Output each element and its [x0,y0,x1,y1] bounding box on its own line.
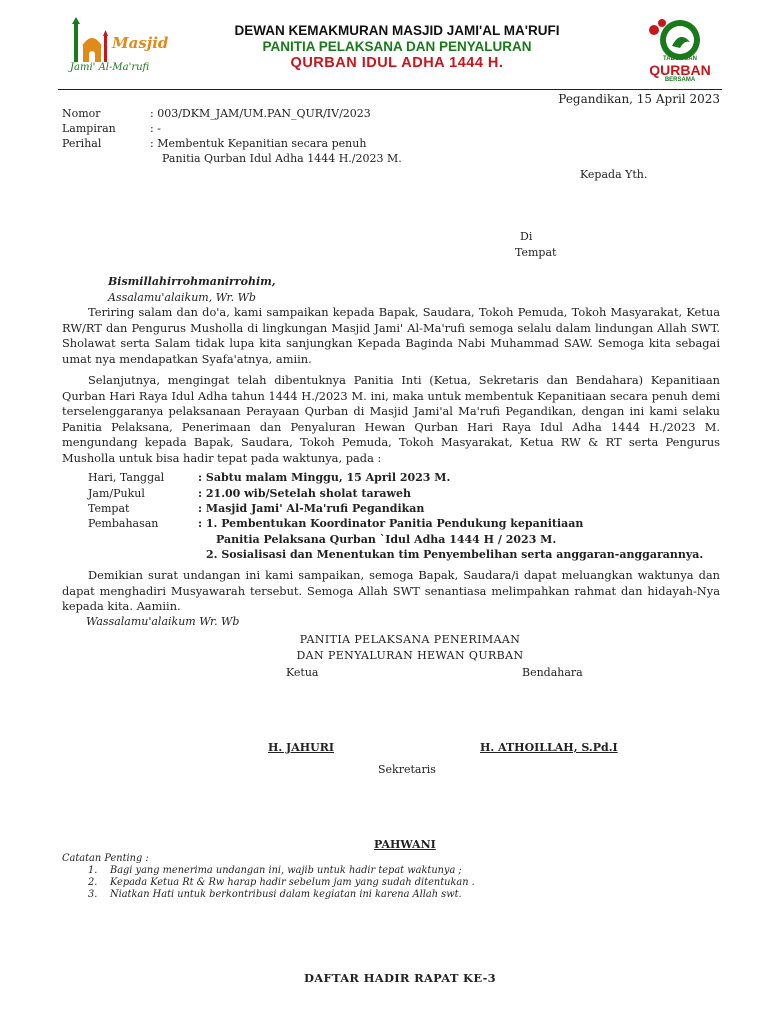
lampiran-value: : - [150,122,161,135]
org-event: QURBAN IDUL ADHA 1444 H. [290,55,504,71]
hari-label: Hari, Tanggal [88,471,165,484]
recipient-tempat: Tempat [515,246,557,259]
note-text: Niatkan Hati untuk berkontribusi dalam kegiatan ini karena Allah swt. [110,889,462,900]
letterhead-divider [58,89,722,90]
pembahasan-item-2: 2. Sosialisasi dan Menentukan tim Penyembelihan serta anggaran-anggarannya. [206,548,704,561]
committee-line2: DAN PENYALURAN HEWAN QURBAN [296,649,524,662]
qurban-logo [640,16,718,86]
qurban-logo-line1: TABUNGAN [663,56,697,62]
masjid-logo [68,16,169,82]
pembahasan-item-1a: : 1. Pembentukan Koordinator Panitia Pendukung kepanitiaan [198,517,584,530]
attendance-title: DAFTAR HADIR RAPAT KE-3 [304,971,496,985]
paragraph-closing [62,568,720,615]
letter-date: Pegandikan, 15 April 2023 [558,92,720,106]
note-number: 3. [88,889,98,900]
paragraph-invitation-text: Selanjutnya, mengingat telah dibentuknya Panitia Inti (Ketua, Sekretaris dan Bendahara) Kepanitiaan Qurban Hari Raya Idul Adha tahun 1444 H./2023 M. ini, maka untuk membentuk Kepanitiaan secara penuh demi terselenggaranya pelaksanaan Perayaan Qurban di Masjid Jami'al Ma'rufi Pegandikan, dengan ini kami selaku Panitia Pelaksana, Penerimaan dan Penyaluran Hewan Qurban Hari Raya Idul Adha 1444 H./2023 M. mengundang kepada Bapak, Saudara, Tokoh Pemuda, Tokoh Masyarakat, Ketua RW & RT serta Pengurus Musholla untuk bisa hadir tepat pada waktunya, pada : [62,373,720,465]
logo-word-masjid: Masjid [112,34,169,52]
perihal-value-line1: : Membentuk Kepanitian secara penuh [150,137,367,150]
nomor-label: Nomor [62,107,101,120]
salam-closing: Wassalamu'alaikum Wr. Wb [86,615,240,628]
qurban-logo-line3: BERSAMA [664,77,696,83]
org-committee: PANITIA PELAKSANA DAN PENYALURAN [262,39,532,54]
nomor-value: : 003/DKM_JAM/UM.PAN_QUR/IV/2023 [150,107,371,120]
bendahara-name: H. ATHOILLAH, S.Pd.I [480,741,618,754]
perihal-value-line2: Panitia Qurban Idul Adha 1444 H./2023 M. [162,152,402,165]
logo-word-jami: Jami' Al-Ma'rufi [70,62,150,73]
note-text: Kepada Ketua Rt & Rw harap hadir sebelum jam yang sudah ditentukan . [110,877,475,888]
qurban-logo-line2: QURBAN [649,62,711,78]
tempat-value: : Masjid Jami' Al-Ma'rufi Pegandikan [198,502,425,515]
jam-label: Jam/Pukul [88,487,145,500]
ketua-label: Ketua [286,666,319,679]
committee-line1: PANITIA PELAKSANA PENERIMAAN [299,633,521,646]
pembahasan-label: Pembahasan [88,517,159,530]
ketua-name: H. JAHURI [268,741,335,754]
bismillah: Bismillahirrohmanirrohim, [108,275,276,288]
lampiran-label: Lampiran [62,122,116,135]
bendahara-label: Bendahara [522,666,583,679]
notes-title: Catatan Penting : [62,853,149,864]
org-name: DEWAN KEMAKMURAN MASJID JAMI'AL MA'RUFI [234,23,560,38]
hari-value: : Sabtu malam Minggu, 15 April 2023 M. [198,471,451,484]
note-text: Bagi yang menerima undangan ini, wajib untuk hadir tepat waktunya ; [110,865,462,876]
paragraph-opening-text: Teriring salam dan do'a, kami sampaikan kepada Bapak, Saudara, Tokoh Pemuda, Tokoh Masyarakat, Ketua RW/RT dan Pengurus Musholla di lingkungan Masjid Jami' Al-Ma'rufi semoga selalu dalam lindungan Allah SWT. Sholawat serta Salam tidak lupa kita sanjungkan Kepada Baginda Nabi Muhammad SAW. Semoga kita sebagai umat nya mendapatkan Syafa'atnya, amiin. [62,305,720,366]
paragraph-closing-text: Demikian surat undangan ini kami sampaikan, semoga Bapak, Saudara/i dapat meluangkan waktunya dan dapat menghadiri Musyawarah tersebut. Semoga Allah SWT senantiasa melimpahkan rahmat dan hidayah-Nya kepada kita. Aamiin. [62,568,720,614]
recipient-di: Di [520,230,533,243]
paragraph-opening [62,305,720,367]
note-number: 1. [88,865,98,876]
pembahasan-item-1b: Panitia Pelaksana Qurban `Idul Adha 1444 H / 2023 M. [216,533,557,546]
sekretaris-label: Sekretaris [378,763,436,776]
note-number: 2. [88,877,98,888]
paragraph-invitation [62,373,720,467]
recipient-kepada: Kepada Yth. [580,168,648,181]
tempat-label: Tempat [88,502,130,515]
salam-opening: Assalamu'alaikum, Wr. Wb [108,291,256,304]
jam-value: : 21.00 wib/Setelah sholat taraweh [198,487,412,500]
sekretaris-name: PAHWANI [374,838,436,851]
perihal-label: Perihal [62,137,102,150]
